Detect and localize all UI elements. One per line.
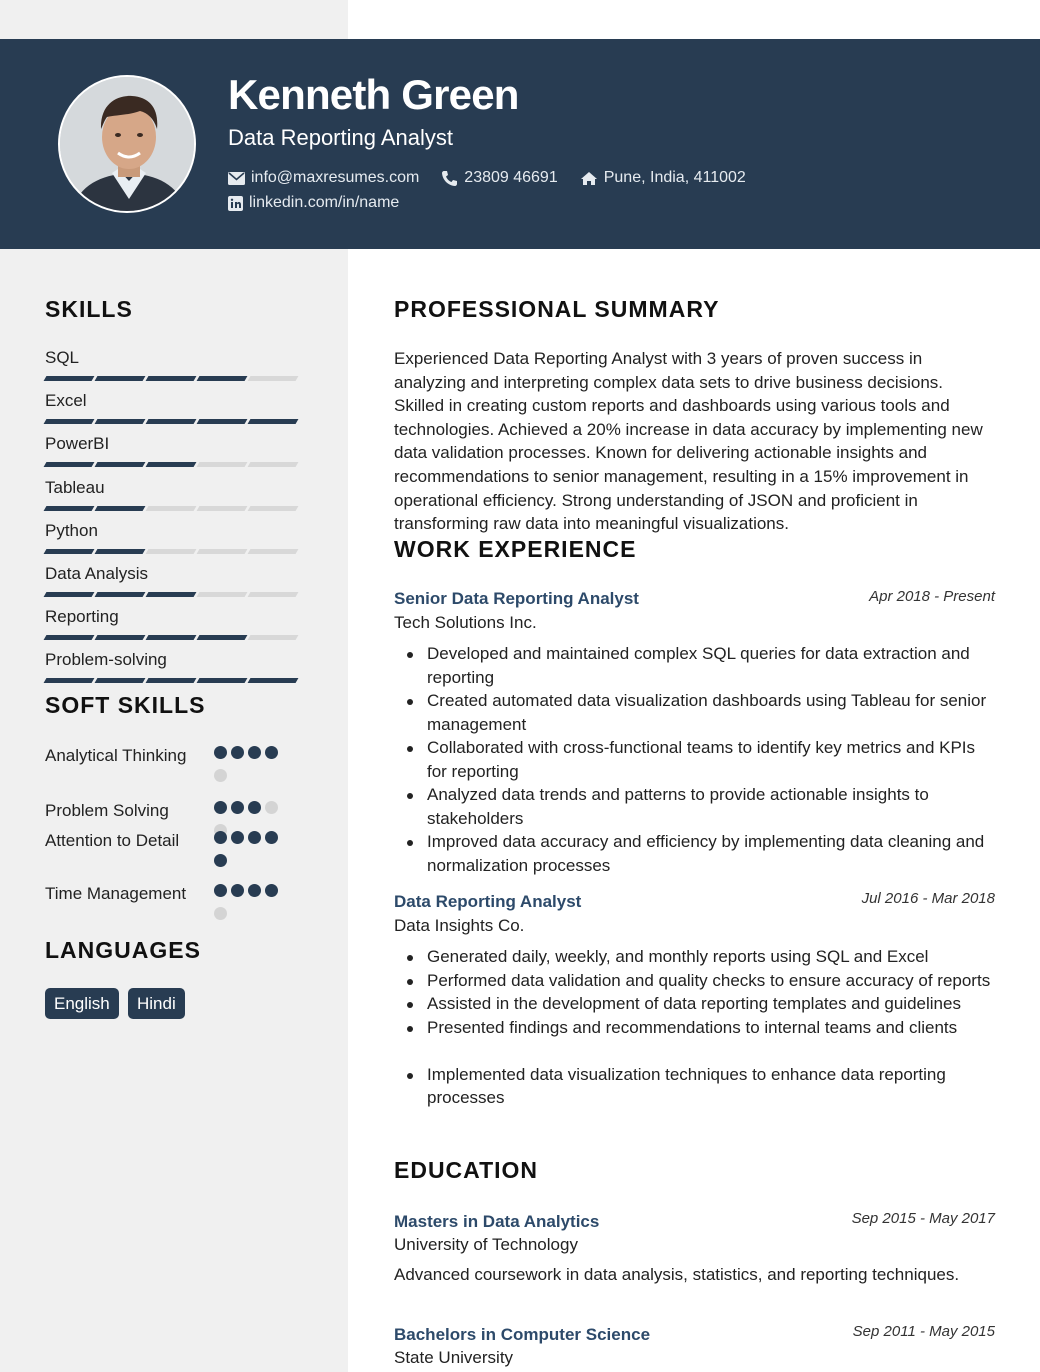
soft-skill-name: Analytical Thinking [45, 746, 187, 765]
rating-dot [214, 801, 227, 814]
contact-linkedin[interactable] [228, 193, 399, 213]
soft-skill-name: Time Management [45, 884, 187, 903]
skill-bar-segment [146, 592, 197, 597]
language-badge: Hindi [128, 988, 185, 1019]
rating-dot [214, 884, 227, 897]
skill-bar-segment [146, 678, 197, 683]
skill-bar-segment [95, 549, 146, 554]
skill-bar-segment [44, 592, 95, 597]
rating-dot [248, 801, 261, 814]
rating-dot [214, 746, 227, 759]
skill-name: Reporting [45, 607, 119, 627]
job-bullets [394, 642, 996, 877]
skill-bar-segment [146, 635, 197, 640]
contact-email[interactable] [228, 168, 419, 188]
rating-dot [248, 884, 261, 897]
degree-title: Bachelors in Computer Science [394, 1325, 651, 1344]
skill-bar-segment [146, 549, 197, 554]
skill-bar-segment [197, 635, 248, 640]
skill-level-bar [45, 376, 305, 381]
skill-bar-segment [197, 592, 248, 597]
skill-name: PowerBI [45, 434, 110, 454]
job-date: Jul 2016 - Mar 2018 [861, 890, 995, 907]
job-bullet: Created automated data visualization dashboards using Tableau for senior management [394, 689, 996, 736]
job-bullet: Performed data validation and quality checks to ensure accuracy of reports [394, 969, 996, 993]
soft-skill-rating [214, 746, 286, 792]
job-bullet: Improved data accuracy and efficiency by implementing data cleaning and normalization processes [394, 830, 996, 877]
job-bullet: Generated daily, weekly, and monthly reports using SQL and Excel [394, 945, 996, 969]
skill-level-bar [45, 678, 305, 683]
degree-date: Sep 2015 - May 2017 [851, 1210, 995, 1227]
rating-dot [231, 831, 244, 844]
resume-header [0, 39, 1040, 249]
phone-text: 23809 46691 [464, 169, 558, 186]
skill-bar-segment [248, 678, 299, 683]
rating-dot [231, 884, 244, 897]
job-bullet: Assisted in the development of data reporting templates and guidelines [394, 992, 996, 1016]
skill-bar-segment [95, 635, 146, 640]
skill-item [45, 607, 305, 640]
summary-heading: PROFESSIONAL SUMMARY [394, 296, 720, 322]
rating-dot [231, 801, 244, 814]
skill-item [45, 434, 305, 467]
soft-skill-name: Problem Solving [45, 801, 169, 820]
rating-dot [265, 746, 278, 759]
envelope-icon [228, 172, 245, 185]
skill-item [45, 650, 305, 683]
school-name: State University [394, 1348, 514, 1367]
skill-item [45, 564, 305, 597]
skill-level-bar [45, 506, 305, 511]
job-bullet: Analyzed data trends and patterns to provide actionable insights to stakeholders [394, 783, 996, 830]
skill-bar-segment [197, 678, 248, 683]
contact-row-2 [228, 193, 421, 213]
rating-dot [265, 831, 278, 844]
skill-bar-segment [44, 376, 95, 381]
phone-icon [441, 170, 458, 187]
soft-skill-rating [214, 884, 286, 930]
linkedin-icon [228, 196, 243, 211]
skill-bar-segment [197, 549, 248, 554]
language-badge: English [45, 988, 119, 1019]
skill-bar-segment [197, 419, 248, 424]
location-text: Pune, India, 411002 [603, 169, 746, 186]
skill-bar-segment [95, 419, 146, 424]
rating-dot [265, 801, 278, 814]
skill-name: Python [45, 520, 98, 540]
contact-row [228, 168, 768, 188]
job-bullet: Collaborated with cross-functional teams to identify key metrics and KPIs for reporting [394, 736, 996, 783]
skill-level-bar [45, 549, 305, 554]
skill-name: Data Analysis [45, 564, 148, 583]
job-company: Tech Solutions Inc. [394, 613, 537, 632]
rating-dot [248, 746, 261, 759]
skill-level-bar [45, 592, 305, 597]
summary-text: Experienced Data Reporting Analyst with 3 years of proven success in analyzing and interpreting complex data sets to drive business decisions. Skilled in creating custom reports and dashboards using various tools and technologies. Achieved a 20% increase in data accuracy by implementing new data validation processes. Known for delivering actionable insights and recommendations to senior management, resulting in a 15% improvement in operational efficiency. Strong understanding of JSON and proficient in transforming raw data into meaningful visualizations. [394, 349, 983, 534]
job-bullets [394, 945, 996, 1110]
skill-bar-segment [44, 462, 95, 467]
skill-item [45, 348, 305, 381]
contact-phone[interactable] [441, 168, 557, 188]
skill-bar-segment [248, 506, 299, 511]
skill-bar-segment [248, 635, 299, 640]
candidate-title: Data Reporting Analyst [228, 125, 454, 150]
job-bullet: Presented findings and recommendations to internal teams and clients [394, 1016, 996, 1040]
skill-name: Problem-solving [45, 650, 167, 670]
skill-bar-segment [95, 678, 146, 683]
skill-level-bar [45, 635, 305, 640]
soft-skills-heading: SOFT SKILLS [45, 692, 206, 718]
skill-bar-segment [146, 376, 197, 381]
profile-photo [58, 75, 196, 213]
skill-bar-segment [248, 462, 299, 467]
skill-bar-segment [248, 592, 299, 597]
experience-heading: WORK EXPERIENCE [394, 536, 637, 562]
skill-item [45, 391, 305, 424]
skill-bar-segment [44, 419, 95, 424]
skill-bar-segment [248, 376, 299, 381]
skill-bar-segment [44, 635, 95, 640]
rating-dot [248, 831, 261, 844]
soft-skill-rating [214, 831, 286, 877]
job-title: Senior Data Reporting Analyst [394, 589, 639, 608]
skill-name: Tableau [45, 477, 105, 497]
school-name: University of Technology [394, 1235, 578, 1254]
linkedin-text: linkedin.com/in/name [249, 194, 400, 211]
contact-location [580, 168, 746, 188]
skill-bar-segment [44, 549, 95, 554]
skill-bar-segment [95, 592, 146, 597]
skill-bar-segment [44, 678, 95, 683]
rating-dot [214, 854, 227, 867]
job-bullet: Implemented data visualization techniques to enhance data reporting processes [394, 1063, 996, 1110]
rating-dot [265, 884, 278, 897]
skill-item [45, 478, 305, 511]
degree-title: Masters in Data Analytics [394, 1212, 600, 1231]
skill-bar-segment [95, 506, 146, 511]
skill-bar-segment [248, 419, 299, 424]
skill-bar-segment [197, 376, 248, 381]
skill-bar-segment [146, 419, 197, 424]
skill-name: SQL [45, 348, 80, 367]
degree-date: Sep 2011 - May 2015 [852, 1323, 995, 1340]
email-text: info@maxresumes.com [251, 169, 420, 186]
job-bullet: Developed and maintained complex SQL queries for data extraction and reporting [394, 642, 996, 689]
degree-description: Advanced coursework in data analysis, statistics, and reporting techniques. [394, 1265, 960, 1284]
rating-dot [214, 907, 227, 920]
skill-level-bar [45, 419, 305, 424]
job-date: Apr 2018 - Present [869, 588, 995, 605]
skill-bar-segment [95, 462, 146, 467]
languages-heading: LANGUAGES [45, 937, 201, 963]
rating-dot [214, 769, 227, 782]
skill-bar-segment [197, 506, 248, 511]
skill-bar-segment [95, 376, 146, 381]
rating-dot [214, 831, 227, 844]
education-heading: EDUCATION [394, 1157, 539, 1183]
skill-bar-segment [146, 506, 197, 511]
skill-bar-segment [248, 549, 299, 554]
candidate-name: Kenneth Green [228, 71, 519, 118]
skill-bar-segment [44, 506, 95, 511]
skill-item [45, 521, 305, 554]
skills-heading: SKILLS [45, 296, 133, 322]
job-company: Data Insights Co. [394, 916, 525, 935]
soft-skill-name: Attention to Detail [45, 831, 180, 850]
rating-dot [231, 746, 244, 759]
skill-name: Excel [45, 391, 87, 411]
home-icon [580, 171, 598, 186]
job-title: Data Reporting Analyst [394, 892, 582, 911]
skill-bar-segment [146, 462, 197, 467]
skill-level-bar [45, 462, 305, 467]
skill-bar-segment [197, 462, 248, 467]
